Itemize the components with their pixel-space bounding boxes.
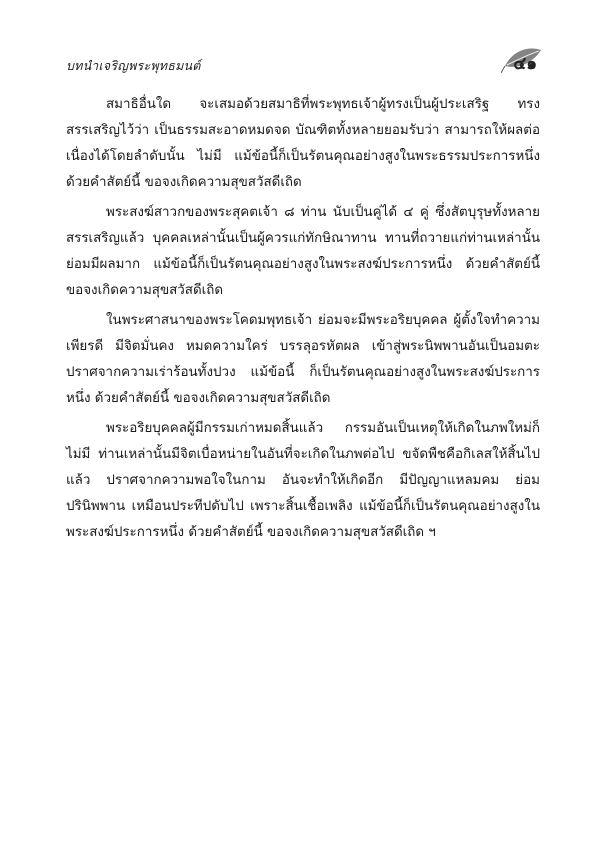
paragraph: สมาธิอื่นใด จะเสมอด้วยสมาธิที่พระพุทธเจ้าผู้ทรงเป็นผู้ประเสริฐ ทรงสรรเสริญไว้ว่า เป็นธรรมสะอาดหมดจด บัณฑิตทั้งหลายยอมรับว่า สามารถให้ผลต่อเนื่องได้โดยลำดับนั้น ไม่มี แม้ข้อนี้ก็เป็นรัตนคุณอย่างสูงในพระธรรมประการหนึ่ง ด้วยคำสัตย์นี้ ขอจงเกิดความสุขสวัสดีเถิด <box>66 97 540 190</box>
running-header-title: บทนำเจริญพระพุทธมนต์ <box>66 58 201 73</box>
paragraph: ในพระศาสนาของพระโคดมพุทธเจ้า ย่อมจะมีพระอริยบุคคล ผู้ตั้งใจทำความเพียรดี มีจิตมั่นคง หมดความใคร่ บรรลุอรหัตผล เข้าสู่พระนิพพานอันเป็นอมตะ ปราศจากความเร่าร้อนทั้งปวง แม้ข้อนี้ ก็เป็นรัตนคุณอย่างสูงในพระสงฆ์ประการหนึ่ง ด้วยคำสัตย์นี้ ขอจงเกิดความสุขสวัสดีเถิด <box>66 313 540 406</box>
paragraph: พระอริยบุคคลผู้มีกรรมเก่าหมดสิ้นแล้ว กรรมอันเป็นเหตุให้เกิดในภพใหม่ก็ไม่มี ท่านเหล่านั้นมีจิตเบื่อหน่ายในอันที่จะเกิดในภพต่อไป ขจัดพืชคือกิเลสให้สิ้นไปแล้ว ปราศจากความพอใจในกาม อันจะทำให้เกิดอีก มีปัญญาแหลมคม ย่อมปรินิพพาน เหมือนประทีปดับไป เพราะสิ้นเชื้อเพลิง แม้ข้อนี้ก็เป็นรัตนคุณอย่างสูงในพระสงฆ์ประการหนึ่ง ด้วยคำสัตย์นี้ ขอจงเกิดความสุขสวัสดีเถิด ฯ <box>66 421 540 540</box>
page-number: ๔๑ <box>513 54 537 74</box>
body-text <box>66 92 540 550</box>
paragraph: พระสงฆ์สาวกของพระสุคตเจ้า ๘ ท่าน นับเป็นคู่ได้ ๔ คู่ ซึ่งสัตบุรุษทั้งหลายสรรเสริญแล้ว บุคคลเหล่านั้นเป็นผู้ควรแก่ทักษิณาทาน ทานที่ถวายแก่ท่านเหล่านั้น ย่อมมีผลมาก แม้ข้อนี้ก็เป็นรัตนคุณอย่างสูงในพระสงฆ์ประการหนึ่ง ด้วยคำสัตย์นี้ ขอจงเกิดความสุขสวัสดีเถิด <box>66 205 540 298</box>
